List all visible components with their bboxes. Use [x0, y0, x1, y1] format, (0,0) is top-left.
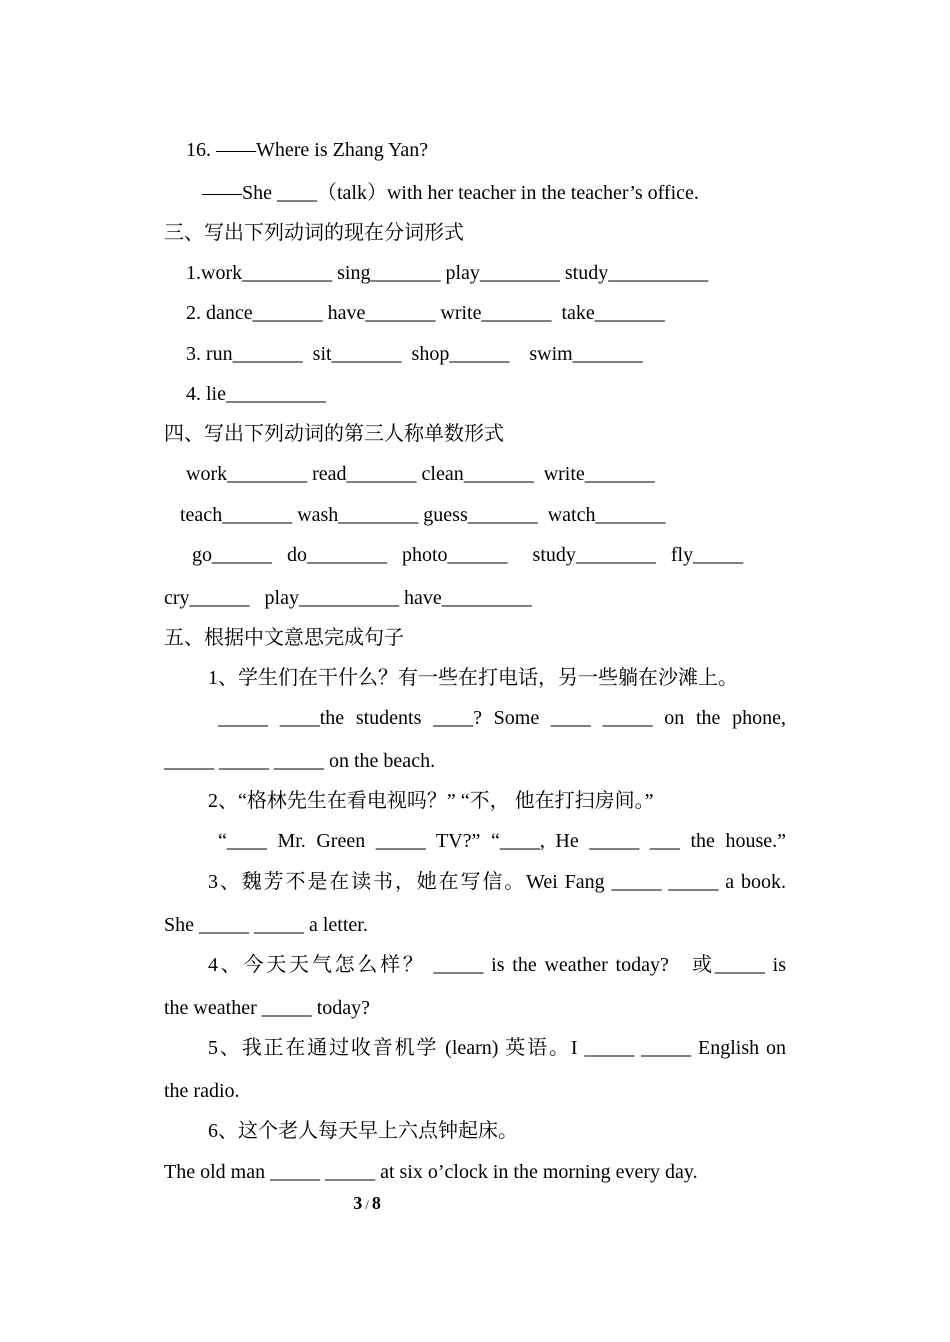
section-3-row-4: 4. lie__________: [186, 383, 326, 405]
sentence-4-line-2: the weather _____ today?: [164, 997, 371, 1019]
section-3-row-3: 3. run_______ sit_______ shop______ swim_______: [186, 343, 643, 365]
sentence-5-line-2: the radio.: [164, 1080, 240, 1102]
sentence-3-line-1: 3、魏芳不是在读书，她在写信。Wei Fang _____ _____ a book.: [208, 871, 786, 893]
section-4-row-2: teach_______ wash________ guess_______ watch_______: [180, 504, 666, 526]
section-4-row-4: cry______ play__________ have_________: [164, 587, 532, 609]
section-4-row-3: go______ do________ photo______ study________ fly_____: [192, 544, 744, 566]
section-5-heading: 五、根据中文意思完成句子: [164, 627, 404, 649]
sentence-2-chinese: 2、“格林先生在看电视吗？” “不， 他在打扫房间。”: [208, 790, 654, 812]
q16-question: 16. ——Where is Zhang Yan?: [186, 139, 429, 161]
sentence-1-english-cont: _____ _____ _____ on the beach.: [164, 750, 436, 772]
total-pages: 8: [371, 1193, 381, 1213]
current-page: 3: [353, 1193, 363, 1213]
sentence-6-chinese: 6、这个老人每天早上六点钟起床。: [208, 1120, 518, 1142]
sentence-6-english: The old man _____ _____ at six o’clock in the morning every day.: [164, 1161, 698, 1183]
sentence-3-line-2: She _____ _____ a letter.: [164, 914, 368, 936]
section-3-row-2: 2. dance_______ have_______ write_______ take_______: [186, 302, 665, 324]
section-4-heading: 四、写出下列动词的第三人称单数形式: [164, 423, 504, 445]
section-3-heading: 三、写出下列动词的现在分词形式: [164, 222, 464, 244]
q16-answer: ——She ____（talk）with her teacher in the teacher’s office.: [202, 182, 699, 204]
sentence-2-english: “____ Mr. Green _____ TV?” “____, He _____ ___ the house.”: [218, 830, 786, 852]
page-number: [0, 1192, 734, 1216]
section-3-row-1: 1.work_________ sing_______ play________ study__________: [186, 262, 709, 284]
sentence-4-line-1: 4、今天天气怎么样？ _____ is the weather today? 或_____ is: [208, 954, 786, 976]
page-separator: /: [365, 1197, 369, 1212]
section-4-row-1: work________ read_______ clean_______ write_______: [186, 463, 655, 485]
sentence-1-chinese: 1、学生们在干什么？有一些在打电话，另一些躺在沙滩上。: [208, 667, 738, 689]
sentence-1-english: _____ ____the students ____? Some ____ _____ on the phone,: [218, 707, 786, 729]
sentence-5-line-1: 5、我正在通过收音机学 (learn) 英语。I _____ _____ English on: [208, 1037, 786, 1059]
